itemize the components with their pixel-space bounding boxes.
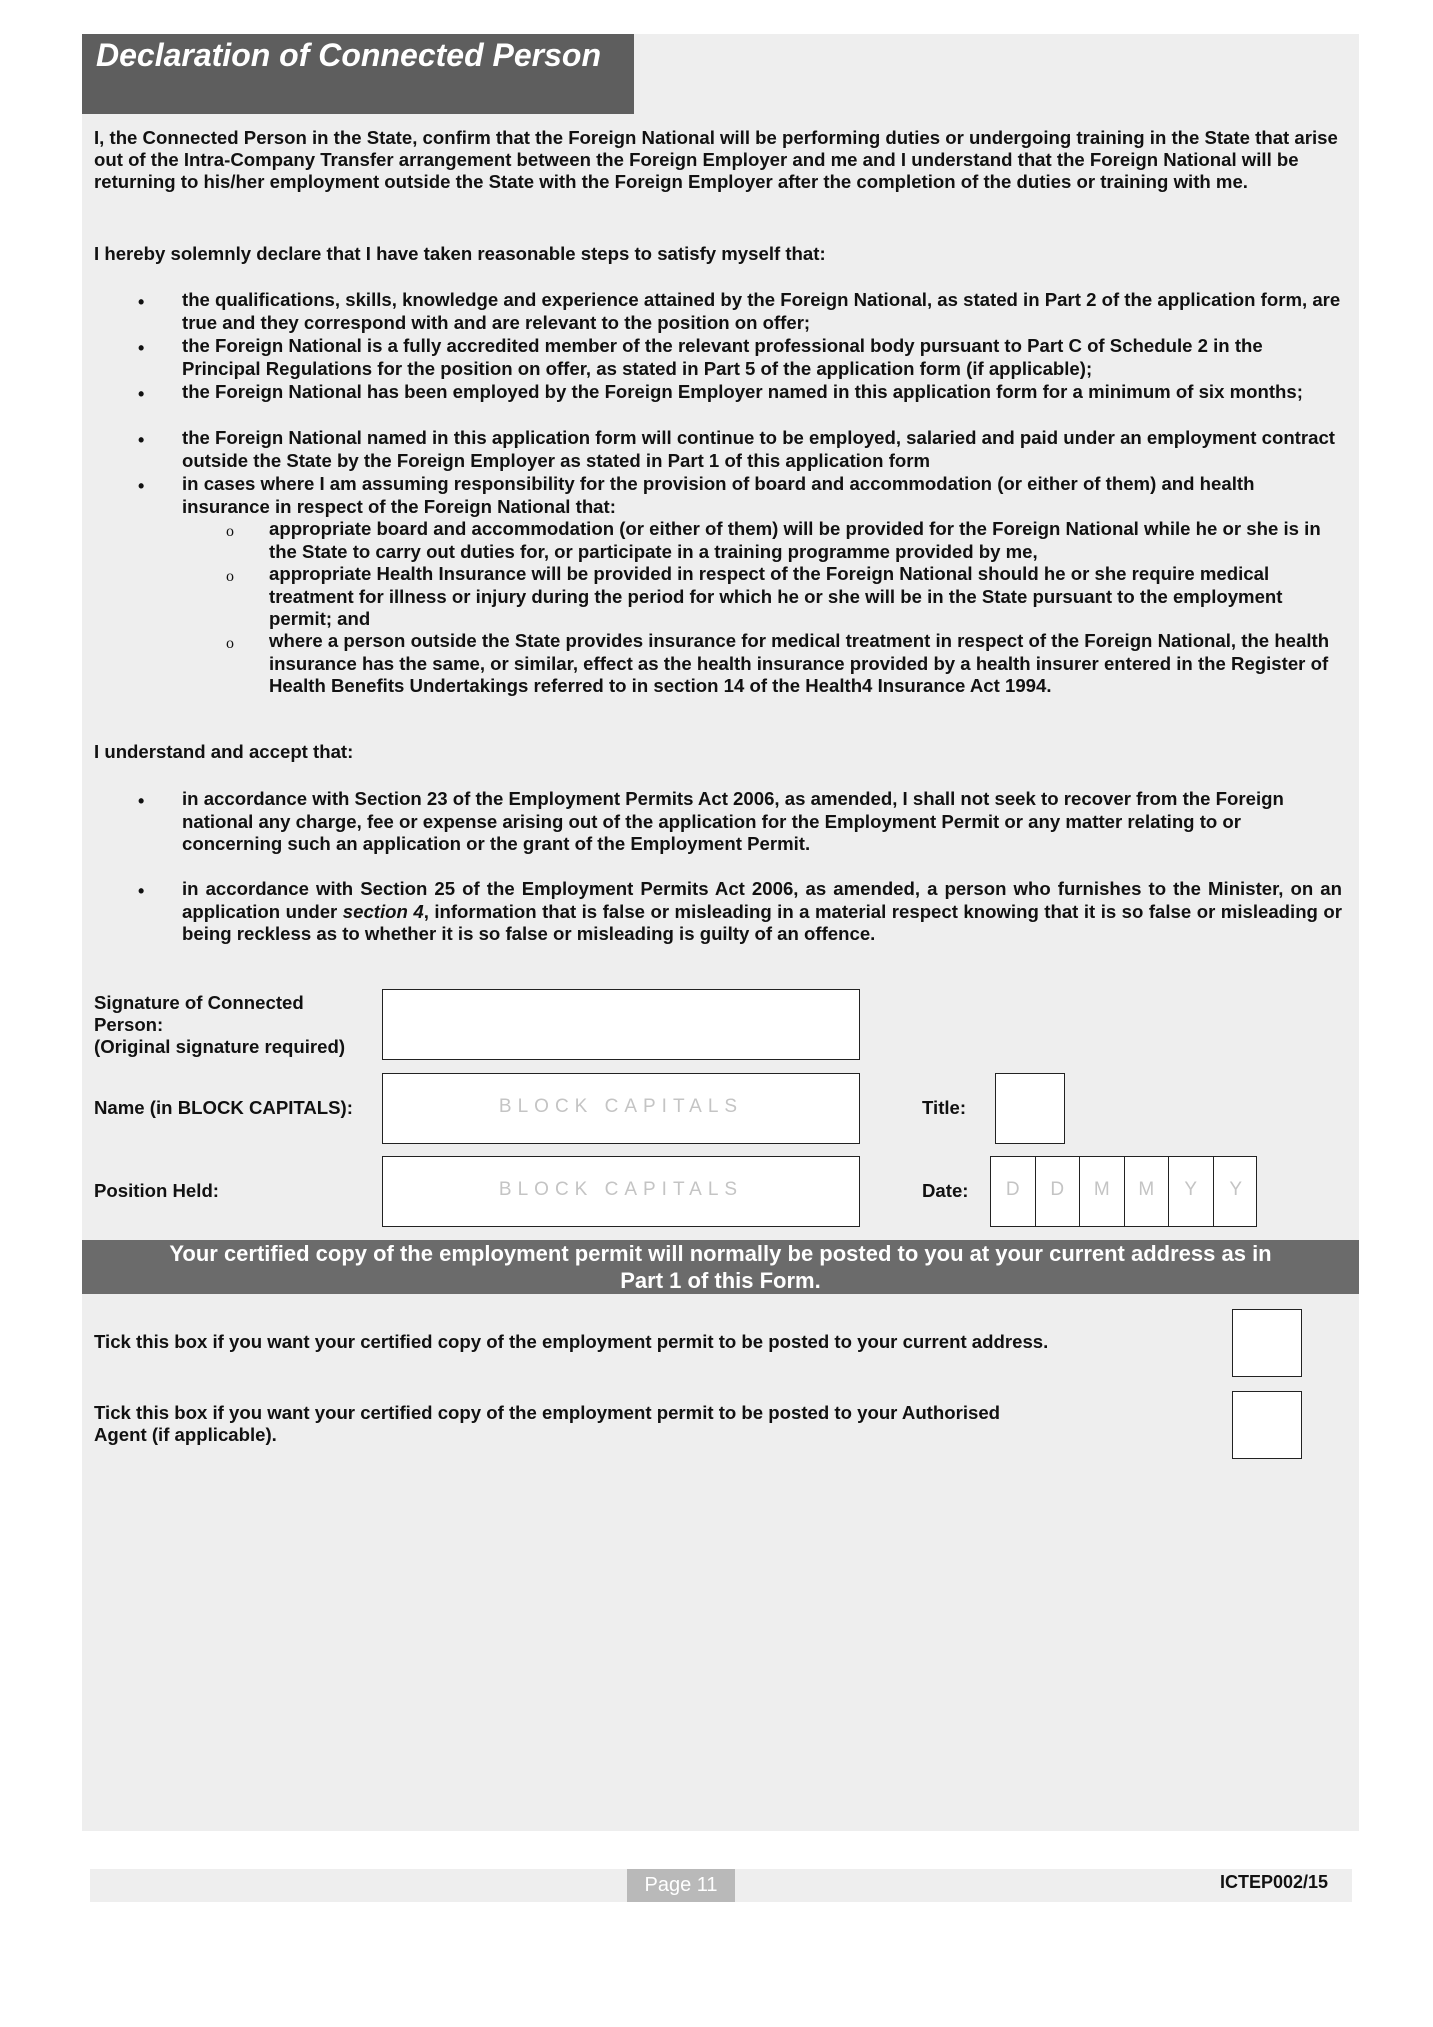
accept-heading: I understand and accept that:	[94, 741, 354, 762]
section-4-reference: section 4	[342, 900, 424, 922]
declare-item-1: the qualifications, skills, knowledge and experience attained by the Foreign National, as stated in Part 2 of the application form, are true and they correspond with and are relevant to the position on offer;	[182, 289, 1341, 333]
name-placeholder: BLOCK CAPITALS	[498, 1096, 744, 1117]
date-month-1[interactable]: M	[1080, 1157, 1125, 1226]
position-placeholder: BLOCK CAPITALS	[498, 1179, 744, 1200]
current-address-checkbox[interactable]	[1232, 1309, 1302, 1377]
postal-banner: Your certified copy of the employment permit will normally be posted to you at your current address as in Part 1 of this Form.	[82, 1240, 1359, 1294]
declare-heading: I hereby solemnly declare that I have taken reasonable steps to satisfy myself that:	[94, 243, 826, 264]
sub-bullet-icon: o	[226, 568, 234, 585]
tick-agent-label: Tick this box if you want your certified copy of the employment permit to be posted to your Authorised Agent (if applicable).	[94, 1402, 1001, 1445]
form-code: ICTEP002/15	[1220, 1872, 1329, 1892]
agent-checkbox[interactable]	[1232, 1391, 1302, 1459]
declare-item-5: in cases where I am assuming responsibility for the provision of board and accommodation (or either of them) and health insurance in respect of the Foreign National that:	[182, 473, 1255, 517]
bullet-icon: •	[138, 292, 145, 312]
name-label: Name (in BLOCK CAPITALS):	[94, 1097, 353, 1118]
sub-item-2: appropriate Health Insurance will be provided in respect of the Foreign National should he or she require medical treatment for illness or injury during the period for which he or she will be in the State pursuant to the employment permit; and	[269, 563, 1283, 629]
date-month-2[interactable]: M	[1125, 1157, 1170, 1226]
signature-field[interactable]	[382, 989, 860, 1060]
title-label: Title:	[922, 1097, 967, 1118]
date-label: Date:	[922, 1180, 969, 1201]
sub-bullet-icon: o	[226, 635, 234, 652]
accept-item-1: in accordance with Section 23 of the Employment Permits Act 2006, as amended, I shall not seek to recover from the Foreign national any charge, fee or expense arising out of the application for the Employment Permit or any matter relating to or concerning such an application or the grant of the Employment Permit.	[182, 788, 1284, 854]
declare-item-4: the Foreign National named in this application form will continue to be employed, salaried and paid under an employment contract outside the State by the Foreign Employer as stated in Part 1 of this application form	[182, 427, 1335, 471]
date-year-2[interactable]: Y	[1229, 1179, 1243, 1200]
bullet-icon: •	[138, 430, 145, 450]
tick-current-address-label: Tick this box if you want your certified copy of the employment permit to be posted to your current address.	[94, 1331, 1049, 1352]
bullet-icon: •	[138, 338, 145, 358]
bullet-icon: •	[138, 791, 145, 811]
position-field[interactable]	[382, 1156, 860, 1227]
declare-item-2: the Foreign National is a fully accredited member of the relevant professional body pursuant to Part C of Schedule 2 in the Principal Regulations for the position on offer, as stated in Part 5 of the application form (if applicable);	[182, 335, 1263, 379]
declare-item-3: the Foreign National has been employed by the Foreign Employer named in this application form for a minimum of six months;	[182, 381, 1303, 402]
section-title: Declaration of Connected Person	[82, 34, 634, 114]
bullet-icon: •	[138, 384, 145, 404]
sub-bullet-icon: o	[226, 523, 234, 540]
accept-item-2: in accordance with Section 25 of the Employment Permits Act 2006, as amended, a person who furnishes to the Minister, on an application under section 4, information that is false or misleading in a material respect knowing that it is so false or misleading or being reckless as to whether it is so false or misleading is guilty of an offence.	[182, 878, 1342, 944]
sub-item-1: appropriate board and accommodation (or either of them) will be provided for the Foreign National while he or she is in the State to carry out duties for, or participate in a training programme provided by me,	[269, 518, 1321, 562]
signature-label: Signature of Connected Person: (Original signature required)	[94, 992, 346, 1057]
date-day-2[interactable]: D	[1036, 1157, 1081, 1226]
intro-paragraph: I, the Connected Person in the State, confirm that the Foreign National will be performing duties or undergoing training in the State that arise out of the Intra-Company Transfer arrangement between the Foreign Employer and me and I understand that the Foreign National will be returning to his/her employment outside the State with the Foreign Employer after the completion of the duties or training with me.	[94, 127, 1338, 192]
date-year-1[interactable]: Y	[1169, 1157, 1214, 1226]
date-day-1[interactable]: D	[991, 1157, 1036, 1226]
name-field[interactable]	[382, 1073, 860, 1144]
sub-item-3: where a person outside the State provides insurance for medical treatment in respect of the Foreign National, the health insurance has the same, or similar, effect as the health insurance provided by a health insurer entered in the Register of Health Benefits Undertakings referred to in section 14 of the Health4 Insurance Act 1994.	[269, 630, 1330, 696]
bullet-icon: •	[138, 881, 145, 901]
title-field[interactable]	[995, 1073, 1065, 1144]
page-number: Page 11	[627, 1869, 735, 1902]
bullet-icon: •	[138, 476, 145, 496]
date-field[interactable]	[990, 1156, 1257, 1227]
position-label: Position Held:	[94, 1180, 219, 1201]
